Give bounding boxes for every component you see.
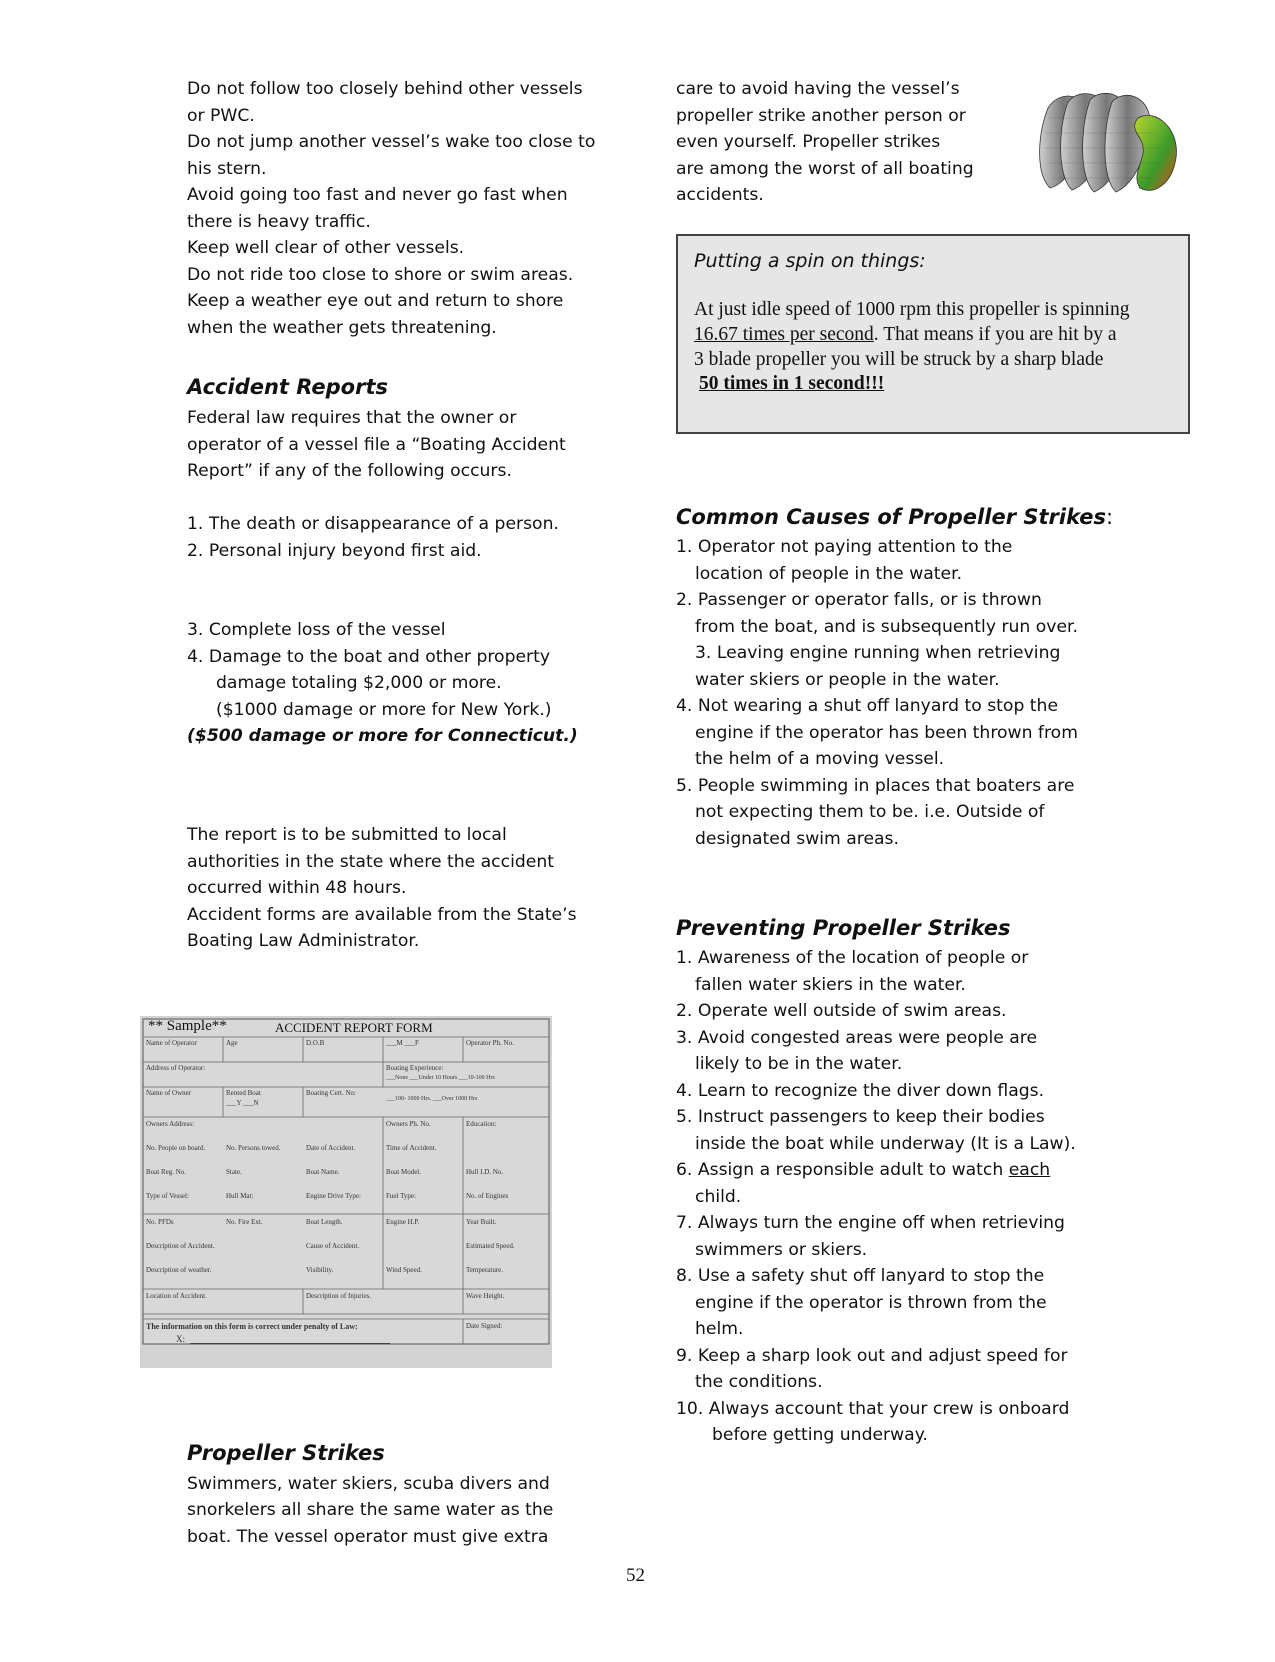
accident-item: 2. Personal injury beyond first aid. xyxy=(187,541,482,561)
accident-item: 3. Complete loss of the vessel xyxy=(187,620,446,640)
common-causes-heading xyxy=(676,505,1113,529)
form-signature-line: X: xyxy=(176,1334,185,1344)
form-field-label: Operator Ph. No. xyxy=(466,1039,514,1047)
accident-reports-heading: Accident Reports xyxy=(187,375,388,399)
tip-line: or PWC. xyxy=(187,106,255,126)
form-field-label: Name of Operator xyxy=(146,1039,197,1047)
form-field-label: Date of Accident. xyxy=(306,1144,356,1152)
signature-underline xyxy=(190,1343,390,1344)
prevent-line: 1. Awareness of the location of people or xyxy=(676,948,1029,968)
propeller-strikes-line: boat. The vessel operator must give extra xyxy=(187,1527,549,1547)
cause-line: water skiers or people in the water. xyxy=(695,670,1000,690)
form-declaration: The information on this form is correct under penalty of Law: xyxy=(146,1322,358,1331)
prevent-line: likely to be in the water. xyxy=(695,1054,903,1074)
spin-rate: 16.67 times per second xyxy=(694,324,874,345)
form-field-label: Estimated Speed. xyxy=(466,1242,515,1250)
form-field-label: Type of Vessel: xyxy=(146,1192,189,1200)
prevent-line: 5. Instruct passengers to keep their bodies xyxy=(676,1107,1045,1127)
form-field-label: Hull Mat: xyxy=(226,1192,254,1200)
tip-line: there is heavy traffic. xyxy=(187,212,371,232)
form-field-label: Boat Length. xyxy=(306,1218,343,1226)
form-field-label: No. Fire Ext. xyxy=(226,1218,263,1226)
submission-line: The report is to be submitted to local xyxy=(187,825,507,845)
form-field-label: ___100- 1000 Hrs. ___Over 1000 Hrs xyxy=(386,1096,478,1102)
form-field-label: Wind Speed. xyxy=(386,1266,422,1274)
form-field-label: Boat Reg. No. xyxy=(146,1168,187,1176)
prevent-line: 2. Operate well outside of swim areas. xyxy=(676,1001,1007,1021)
accident-intro-line: Report” if any of the following occurs. xyxy=(187,461,512,481)
form-field-label: Boating Cert. No: xyxy=(306,1089,356,1097)
prevent-line: swimmers or skiers. xyxy=(695,1240,868,1260)
form-field-label: Boat Model. xyxy=(386,1168,421,1176)
prevent-line: 8. Use a safety shut off lanyard to stop the xyxy=(676,1266,1045,1286)
common-causes-colon: : xyxy=(1106,505,1114,529)
tip-line: Do not follow too closely behind other vessels xyxy=(187,79,583,99)
continuation-line: care to avoid having the vessel’s xyxy=(676,79,960,99)
spin-title: Putting a spin on things: xyxy=(694,250,926,272)
propeller-strikes-heading: Propeller Strikes xyxy=(187,1441,385,1465)
form-field-label: Fuel Type: xyxy=(386,1192,416,1200)
page-number: 52 xyxy=(626,1565,645,1586)
cause-line: location of people in the water. xyxy=(695,564,963,584)
form-field-label: No. People on board. xyxy=(146,1144,206,1152)
prevent-line: 9. Keep a sharp look out and adjust speed for xyxy=(676,1346,1068,1366)
spin-line-rest: . That means if you are hit by a xyxy=(873,324,1117,345)
prevent-line: inside the boat while underway (It is a Law). xyxy=(695,1134,1076,1154)
prevent-line: 3. Avoid congested areas were people are xyxy=(676,1028,1038,1048)
accident-item: ($1000 damage or more for New York.) xyxy=(216,700,552,720)
form-field-label: ___None ___Under 10 Hours ___10-100 Hrs xyxy=(386,1075,495,1081)
cause-line: 2. Passenger or operator falls, or is thrown xyxy=(676,590,1042,610)
cause-line: 1. Operator not paying attention to the xyxy=(676,537,1013,557)
prevent-text: 6. Assign a responsible adult to watch xyxy=(676,1160,1009,1180)
prevent-line: the conditions. xyxy=(695,1372,823,1392)
propeller-icon xyxy=(1030,88,1185,200)
form-field-label: No. of Engines xyxy=(466,1192,509,1200)
spin-callout-box xyxy=(676,234,1190,434)
cause-line: from the boat, and is subsequently run over. xyxy=(695,617,1078,637)
submission-line: Boating Law Administrator. xyxy=(187,931,420,951)
cause-line: engine if the operator has been thrown from xyxy=(695,723,1078,743)
continuation-line: propeller strike another person or xyxy=(676,106,966,126)
spin-line: At just idle speed of 1000 rpm this propeller is spinning xyxy=(694,299,1130,320)
spin-line: 3 blade propeller you will be struck by a sharp blade xyxy=(694,349,1104,370)
form-field-label: Location of Accident. xyxy=(146,1292,207,1300)
prevent-line: 7. Always turn the engine off when retrieving xyxy=(676,1213,1065,1233)
form-field-label: Cause of Accident. xyxy=(306,1242,360,1250)
prevent-line: before getting underway. xyxy=(712,1425,928,1445)
cause-line: not expecting them to be. i.e. Outside of xyxy=(695,802,1045,822)
prevent-line: fallen water skiers in the water. xyxy=(695,975,966,995)
common-causes-title: Common Causes of Propeller Strikes xyxy=(676,505,1107,529)
form-field-label: Year Built. xyxy=(466,1218,497,1226)
form-field-label: ___M ___F xyxy=(386,1039,419,1047)
submission-line: authorities in the state where the accident xyxy=(187,852,554,872)
form-field-label: No. PFDs xyxy=(146,1218,174,1226)
form-sample-label: ** Sample** xyxy=(148,1018,227,1034)
tip-line: Keep a weather eye out and return to shore xyxy=(187,291,564,311)
prevent-line: child. xyxy=(695,1187,742,1207)
accident-intro-line: Federal law requires that the owner or xyxy=(187,408,517,428)
propeller-strikes-line: Swimmers, water skiers, scuba divers and xyxy=(187,1474,550,1494)
form-field-label: No. Persons towed. xyxy=(226,1144,281,1152)
form-field-label: Name of Owner xyxy=(146,1089,192,1097)
form-field-label: Age xyxy=(226,1039,238,1047)
tip-line: Do not jump another vessel’s wake too close to xyxy=(187,132,596,152)
prevent-emphasis: each xyxy=(1008,1160,1051,1180)
cause-line: the helm of a moving vessel. xyxy=(695,749,945,769)
accident-item: 4. Damage to the boat and other property xyxy=(187,647,551,667)
prevent-line: 4. Learn to recognize the diver down flags. xyxy=(676,1081,1045,1101)
form-field-label: Temperature. xyxy=(466,1266,504,1274)
continuation-line: accidents. xyxy=(676,185,764,205)
spin-line xyxy=(694,324,1117,346)
prevent-line: helm. xyxy=(695,1319,744,1339)
form-field-label: Owners Address: xyxy=(146,1120,195,1128)
form-field-label: Rented Boat xyxy=(226,1089,261,1097)
tip-line: Avoid going too fast and never go fast when xyxy=(187,185,568,205)
accident-intro-line: operator of a vessel file a “Boating Accident xyxy=(187,435,566,455)
accident-item: 1. The death or disappearance of a person. xyxy=(187,514,559,534)
continuation-line: are among the worst of all boating xyxy=(676,159,974,179)
tip-line: his stern. xyxy=(187,159,267,179)
form-field-label: Hull I.D. No. xyxy=(466,1168,504,1176)
form-field-label: Description of Injuries. xyxy=(306,1292,372,1300)
form-field-label: Description of Accident. xyxy=(146,1242,215,1250)
spin-emphasis: 50 times in 1 second!!! xyxy=(699,373,885,394)
submission-line: Accident forms are available from the State’s xyxy=(187,905,577,925)
cause-line: designated swim areas. xyxy=(695,829,899,849)
form-field-label: Wave Height. xyxy=(466,1292,505,1300)
tip-line: Do not ride too close to shore or swim areas. xyxy=(187,265,574,285)
form-field-label: Boat Name. xyxy=(306,1168,340,1176)
form-field-label: Education: xyxy=(466,1120,497,1128)
form-field-label: Address of Operator: xyxy=(146,1064,206,1072)
form-field-label: ___Y ___N xyxy=(226,1099,259,1107)
form-date-signed: Date Signed: xyxy=(466,1322,503,1330)
form-field-label: Boating Experience: xyxy=(386,1064,444,1072)
cause-line: 4. Not wearing a shut off lanyard to stop the xyxy=(676,696,1059,716)
prevent-line: 10. Always account that your crew is onboard xyxy=(676,1399,1070,1419)
cause-line: 3. Leaving engine running when retrieving xyxy=(695,643,1061,663)
form-field-label: Visibility. xyxy=(306,1266,334,1274)
form-field-label: Description of weather. xyxy=(146,1266,212,1274)
prevent-line: engine if the operator is thrown from the xyxy=(695,1293,1047,1313)
preventing-heading: Preventing Propeller Strikes xyxy=(676,916,1011,940)
form-field-label: Engine H.P. xyxy=(386,1218,420,1226)
sample-accident-report-form xyxy=(140,1016,552,1368)
cause-line: 5. People swimming in places that boaters are xyxy=(676,776,1075,796)
form-title: ACCIDENT REPORT FORM xyxy=(275,1020,433,1035)
form-field-label: Time of Accident. xyxy=(386,1144,437,1152)
form-field-label: State. xyxy=(226,1168,242,1176)
form-field-label: Engine Drive Type: xyxy=(306,1192,361,1200)
form-field-label: Owners Ph. No. xyxy=(386,1120,431,1128)
propeller-image xyxy=(1030,88,1185,200)
accident-item: damage totaling $2,000 or more. xyxy=(216,673,502,693)
tip-line: Keep well clear of other vessels. xyxy=(187,238,465,258)
continuation-line: even yourself. Propeller strikes xyxy=(676,132,941,152)
tip-line: when the weather gets threatening. xyxy=(187,318,497,338)
submission-line: occurred within 48 hours. xyxy=(187,878,407,898)
propeller-strikes-line: snorkelers all share the same water as the xyxy=(187,1500,554,1520)
connecticut-note: ($500 damage or more for Connecticut.) xyxy=(187,726,578,746)
form-field-label: D.O.B xyxy=(306,1039,325,1047)
prevent-line xyxy=(676,1157,1050,1184)
